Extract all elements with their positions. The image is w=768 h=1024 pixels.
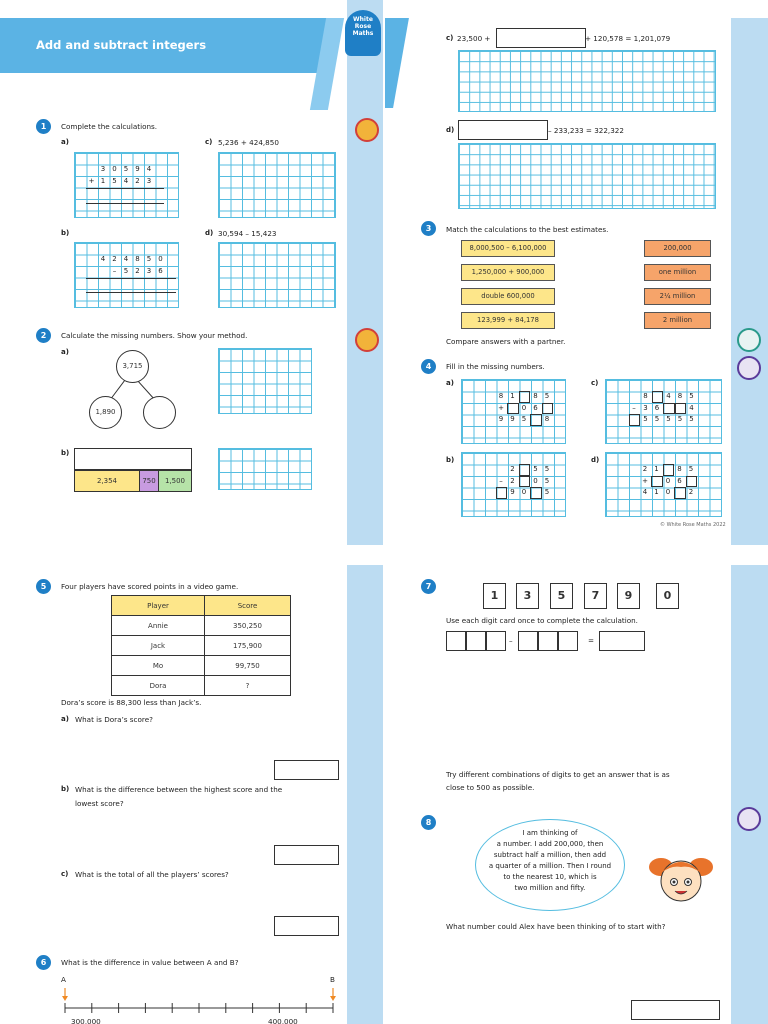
number-line bbox=[55, 985, 345, 1015]
bar-part-2: 750 bbox=[139, 470, 159, 492]
grid-digit: 1 bbox=[654, 488, 659, 496]
q4b-grid[interactable] bbox=[461, 452, 566, 517]
marker-a-label: A bbox=[61, 975, 66, 984]
logo-line: Rose bbox=[354, 23, 372, 30]
answer-line bbox=[86, 278, 176, 279]
q1c-text: 5,236 + 424,850 bbox=[218, 138, 279, 147]
missing-digit-box[interactable] bbox=[663, 464, 675, 476]
worksheet-page-1 bbox=[0, 0, 383, 545]
number-line-right-value: 400,000 bbox=[268, 1017, 298, 1024]
grid-digit: 8 bbox=[544, 415, 550, 423]
estimate-card-3[interactable]: 2¼ million bbox=[644, 288, 711, 305]
q2c-label: c) bbox=[446, 34, 454, 42]
speech-line: I am thinking of bbox=[522, 829, 578, 837]
grid-digit: 8 bbox=[135, 255, 140, 263]
side-band bbox=[347, 0, 383, 545]
q1b-label: b) bbox=[61, 229, 70, 237]
grid-digit: 4 bbox=[100, 255, 106, 263]
grid-digit: 0 bbox=[521, 403, 527, 412]
grid-digit: 5 bbox=[688, 465, 694, 473]
grid-digit: 9 bbox=[498, 415, 504, 423]
missing-digit-box[interactable] bbox=[652, 391, 664, 403]
grid-digit: 5 bbox=[689, 392, 694, 400]
q1a-label: a) bbox=[61, 138, 69, 146]
grid-digit: 9 bbox=[510, 415, 515, 423]
q5-info: Dora’s score is 88,300 less than Jack’s. bbox=[61, 698, 202, 707]
speech-line: two million and fifty. bbox=[514, 884, 586, 892]
grid-digit: 0 bbox=[665, 488, 671, 496]
q5b-answer-box[interactable] bbox=[274, 845, 339, 865]
missing-digit-box[interactable] bbox=[674, 487, 686, 499]
grid-digit: 5 bbox=[544, 476, 550, 485]
grid-digit: 5 bbox=[544, 465, 550, 473]
grid-digit: 5 bbox=[544, 392, 550, 400]
q2a-grid[interactable] bbox=[218, 348, 312, 414]
grid-digit: 5 bbox=[146, 255, 152, 263]
grid-digit: 0 bbox=[158, 255, 163, 263]
grid-digit: 1 bbox=[654, 465, 659, 473]
grid-digit: 4 bbox=[123, 176, 129, 185]
q1-prompt: Complete the calculations. bbox=[61, 122, 158, 131]
player-score: ? bbox=[205, 676, 291, 696]
q2d-label: d) bbox=[446, 126, 455, 134]
sticker-icon bbox=[355, 328, 379, 352]
player-name: Dora bbox=[112, 676, 205, 696]
q8-answer-box[interactable] bbox=[631, 1000, 720, 1020]
grid-digit: 6 bbox=[677, 476, 682, 485]
q5c-label: c) bbox=[61, 870, 69, 878]
calc-card-3[interactable]: double 600,000 bbox=[461, 288, 555, 305]
question-number-7: 7 bbox=[421, 579, 436, 594]
grid-digit: 5 bbox=[666, 415, 671, 423]
whole-circle: 3,715 bbox=[116, 350, 149, 383]
grid-digit: 5 bbox=[123, 266, 129, 275]
player-score: 350,250 bbox=[205, 616, 291, 636]
grid-digit: + bbox=[88, 176, 95, 185]
missing-digit-box[interactable] bbox=[530, 487, 542, 499]
table-row bbox=[112, 676, 291, 696]
grid-digit: 3 bbox=[146, 266, 152, 275]
grid-digit: – bbox=[499, 476, 503, 485]
q4-prompt: Fill in the missing numbers. bbox=[446, 362, 545, 371]
digit-slot[interactable] bbox=[538, 631, 558, 651]
digit-slot[interactable] bbox=[558, 631, 578, 651]
digit-slot[interactable] bbox=[466, 631, 486, 651]
q1d-grid[interactable] bbox=[218, 242, 336, 308]
grid-digit: 5 bbox=[643, 415, 648, 423]
logo-line: White bbox=[353, 16, 373, 23]
missing-digit-box[interactable] bbox=[519, 464, 531, 476]
grid-digit: 5 bbox=[544, 488, 550, 496]
q2c-post: + 120,578 = 1,201,079 bbox=[585, 34, 671, 43]
digit-card[interactable]: 0 bbox=[656, 583, 679, 609]
grid-digit: 5 bbox=[521, 415, 527, 423]
q7-prompt: Use each digit card once to complete the calculation. bbox=[446, 616, 638, 625]
digit-card[interactable]: 5 bbox=[550, 583, 573, 609]
table-header-score: Score bbox=[205, 596, 291, 616]
grid-digit: 9 bbox=[135, 165, 140, 173]
grid-digit: 2 bbox=[642, 465, 648, 473]
calc-card-1[interactable]: 8,000,500 – 6,100,000 bbox=[461, 240, 555, 257]
grid-digit: 3 bbox=[146, 176, 152, 185]
missing-digit-box[interactable] bbox=[651, 476, 663, 488]
q5b-label: b) bbox=[61, 785, 70, 793]
grid-digit: 2 bbox=[510, 465, 515, 473]
header-title: Add and subtract integers bbox=[36, 38, 207, 52]
question-number-4: 4 bbox=[421, 359, 436, 374]
table-row bbox=[112, 656, 291, 676]
calc-card-2[interactable]: 1,250,000 + 900,000 bbox=[461, 264, 555, 281]
logo-badge bbox=[345, 10, 381, 56]
q5a-label: a) bbox=[61, 715, 69, 723]
question-number-1: 1 bbox=[36, 119, 51, 134]
q4b-label: b) bbox=[446, 456, 455, 464]
missing-digit-box[interactable] bbox=[507, 403, 519, 415]
q2d-post: – 233,233 = 322,322 bbox=[548, 126, 624, 135]
question-number-2: 2 bbox=[36, 328, 51, 343]
grid-digit: 9 bbox=[510, 488, 515, 496]
marker-b-label: B bbox=[330, 975, 335, 984]
player-score: 99,750 bbox=[205, 656, 291, 676]
digit-slot[interactable] bbox=[518, 631, 538, 651]
grid-digit: 0 bbox=[112, 165, 117, 173]
q7-try-1: Try different combinations of digits to get an answer that is as bbox=[446, 770, 670, 779]
q4d-label: d) bbox=[591, 456, 600, 464]
missing-digit-box[interactable] bbox=[530, 414, 542, 426]
speech-line: to the nearest 10, which is bbox=[503, 873, 597, 881]
player-score: 175,900 bbox=[205, 636, 291, 656]
grid-digit: 4 bbox=[642, 488, 648, 496]
speech-line: a quarter of a million. Then I round bbox=[488, 862, 612, 870]
q1d-text: 30,594 – 15,423 bbox=[218, 229, 277, 238]
q1c-grid[interactable] bbox=[218, 152, 336, 218]
grid-digit: 0 bbox=[521, 488, 527, 496]
grid-digit: 6 bbox=[654, 403, 660, 412]
grid-digit: 1 bbox=[510, 392, 515, 400]
q2-prompt: Calculate the missing numbers. Show your method. bbox=[61, 331, 248, 340]
missing-digit-box[interactable] bbox=[519, 391, 531, 403]
q7-answer-box[interactable] bbox=[599, 631, 645, 651]
worksheet-page-4 bbox=[385, 549, 768, 1024]
grid-digit: 6 bbox=[533, 403, 538, 412]
q8-question: What number could Alex have been thinking of to start with? bbox=[446, 922, 666, 931]
q2c-answer-box[interactable] bbox=[496, 28, 586, 48]
grid-digit: – bbox=[112, 266, 117, 275]
grid-digit: 2 bbox=[112, 255, 117, 263]
q5-prompt: Four players have scored points in a video game. bbox=[61, 582, 239, 591]
speech-line: a number. I add 200,000, then bbox=[496, 840, 604, 848]
part-circle-2-blank[interactable] bbox=[143, 396, 176, 429]
header-corner bbox=[385, 18, 409, 108]
missing-digit-box[interactable] bbox=[686, 476, 698, 488]
estimate-card-2[interactable]: one million bbox=[644, 264, 711, 281]
alex-character-illustration bbox=[645, 845, 715, 915]
missing-digit-box[interactable] bbox=[496, 487, 508, 499]
worksheet-page-3 bbox=[0, 549, 383, 1024]
bar-part-3: 1,500 bbox=[158, 470, 192, 492]
grid-digit: 0 bbox=[665, 476, 671, 485]
grid-digit: 8 bbox=[677, 392, 683, 400]
minus-sign: – bbox=[509, 636, 513, 645]
q4d-grid[interactable] bbox=[605, 452, 722, 517]
missing-digit-box[interactable] bbox=[629, 414, 641, 426]
calc-card-4[interactable]: 123,999 + 84,178 bbox=[461, 312, 555, 329]
table-row bbox=[112, 636, 291, 656]
grid-digit: – bbox=[632, 403, 636, 412]
grid-digit: + bbox=[498, 403, 504, 412]
grid-digit: 5 bbox=[123, 165, 129, 173]
answer-line bbox=[86, 188, 164, 189]
question-number-3: 3 bbox=[421, 221, 436, 236]
grid-digit: 5 bbox=[677, 415, 683, 423]
question-number-6: 6 bbox=[36, 955, 51, 970]
estimate-card-1[interactable]: 200,000 bbox=[644, 240, 711, 257]
missing-digit-box[interactable] bbox=[542, 403, 554, 415]
q5b-text-1: What is the difference between the highest score and the bbox=[75, 785, 283, 794]
grid-digit: 3 bbox=[100, 165, 106, 173]
grid-digit: 4 bbox=[666, 392, 671, 400]
q6-prompt: What is the difference in value between A and B? bbox=[61, 958, 239, 967]
grid-digit: 2 bbox=[135, 176, 140, 185]
q4c-label: c) bbox=[591, 379, 599, 387]
grid-digit: 5 bbox=[533, 465, 538, 473]
grid-digit: 1 bbox=[100, 176, 106, 185]
equals-sign: = bbox=[588, 636, 595, 645]
missing-digit-box[interactable] bbox=[663, 403, 675, 415]
grid-digit: 8 bbox=[643, 392, 648, 400]
q1d-label: d) bbox=[205, 229, 214, 237]
q1c-label: c) bbox=[205, 138, 213, 146]
number-line-left-value: 300,000 bbox=[71, 1017, 101, 1024]
grid-digit: + bbox=[642, 476, 648, 485]
grid-digit: 2 bbox=[688, 488, 694, 496]
grid-digit: 8 bbox=[498, 392, 504, 400]
q2a-label: a) bbox=[61, 348, 69, 356]
q5a-answer-box[interactable] bbox=[274, 760, 339, 780]
grid-digit: 0 bbox=[533, 476, 538, 485]
side-band bbox=[731, 18, 768, 545]
q2d-grid[interactable] bbox=[458, 143, 716, 209]
player-name: Jack bbox=[112, 636, 205, 656]
q2c-pre: 23,500 + bbox=[457, 34, 491, 43]
grid-digit: 5 bbox=[689, 415, 694, 423]
part-circle-1: 1,890 bbox=[89, 396, 122, 429]
side-band bbox=[347, 565, 383, 1024]
q5c-text: What is the total of all the players’ scores? bbox=[75, 870, 229, 879]
q5b-text-2: lowest score? bbox=[75, 799, 124, 808]
speech-bubble bbox=[475, 819, 625, 911]
answer-line bbox=[86, 203, 164, 204]
grid-digit: 8 bbox=[677, 465, 682, 473]
side-band bbox=[731, 565, 768, 1024]
bar-model-whole-blank[interactable] bbox=[74, 448, 192, 470]
scores-table bbox=[111, 595, 291, 696]
question-number-8: 8 bbox=[421, 815, 436, 830]
grid-digit: 5 bbox=[654, 415, 660, 423]
q1a-grid bbox=[74, 152, 179, 218]
missing-digit-box[interactable] bbox=[519, 476, 531, 488]
q5c-answer-box[interactable] bbox=[274, 916, 339, 936]
grid-digit: 8 bbox=[533, 392, 538, 400]
grid-digit: 4 bbox=[123, 255, 129, 263]
bar-part-1: 2,354 bbox=[74, 470, 140, 492]
q2b-label: b) bbox=[61, 449, 70, 457]
q1b-grid bbox=[74, 242, 179, 308]
q5a-text: What is Dora’s score? bbox=[75, 715, 153, 724]
logo-line: Maths bbox=[352, 30, 374, 37]
q2d-answer-box[interactable] bbox=[458, 120, 548, 140]
table-row bbox=[112, 616, 291, 636]
grid-digit: 2 bbox=[135, 266, 140, 275]
missing-digit-box[interactable] bbox=[675, 403, 687, 415]
digit-slot[interactable] bbox=[486, 631, 506, 651]
question-number-5: 5 bbox=[36, 579, 51, 594]
digit-card[interactable]: 7 bbox=[584, 583, 607, 609]
digit-card[interactable]: 3 bbox=[516, 583, 539, 609]
table-header-player: Player bbox=[112, 596, 205, 616]
grid-digit: 5 bbox=[112, 176, 117, 185]
q7-try-2: close to 500 as possible. bbox=[446, 783, 535, 792]
speech-line: subtract half a million, then add bbox=[493, 851, 607, 859]
copyright: © White Rose Maths 2022 bbox=[660, 522, 726, 528]
q3-footer: Compare answers with a partner. bbox=[446, 337, 566, 346]
q4a-label: a) bbox=[446, 379, 454, 387]
worksheet-page-2 bbox=[385, 0, 768, 545]
digit-card[interactable]: 1 bbox=[483, 583, 506, 609]
q2b-grid[interactable] bbox=[218, 448, 312, 490]
answer-line bbox=[86, 292, 176, 293]
grid-digit: 6 bbox=[158, 266, 163, 275]
grid-digit: 4 bbox=[146, 165, 152, 173]
player-name: Mo bbox=[112, 656, 205, 676]
grid-digit: 4 bbox=[689, 403, 694, 412]
grid-digit: 3 bbox=[643, 403, 648, 412]
sticker-icon bbox=[737, 807, 761, 831]
sticker-icon bbox=[737, 328, 761, 352]
sticker-icon bbox=[737, 356, 761, 380]
grid-digit: 2 bbox=[510, 476, 515, 485]
digit-card[interactable]: 9 bbox=[617, 583, 640, 609]
player-name: Annie bbox=[112, 616, 205, 636]
sticker-icon bbox=[355, 118, 379, 142]
q2c-grid[interactable] bbox=[458, 50, 716, 112]
digit-slot[interactable] bbox=[446, 631, 466, 651]
estimate-card-4[interactable]: 2 million bbox=[644, 312, 711, 329]
q3-prompt: Match the calculations to the best estimates. bbox=[446, 225, 609, 234]
